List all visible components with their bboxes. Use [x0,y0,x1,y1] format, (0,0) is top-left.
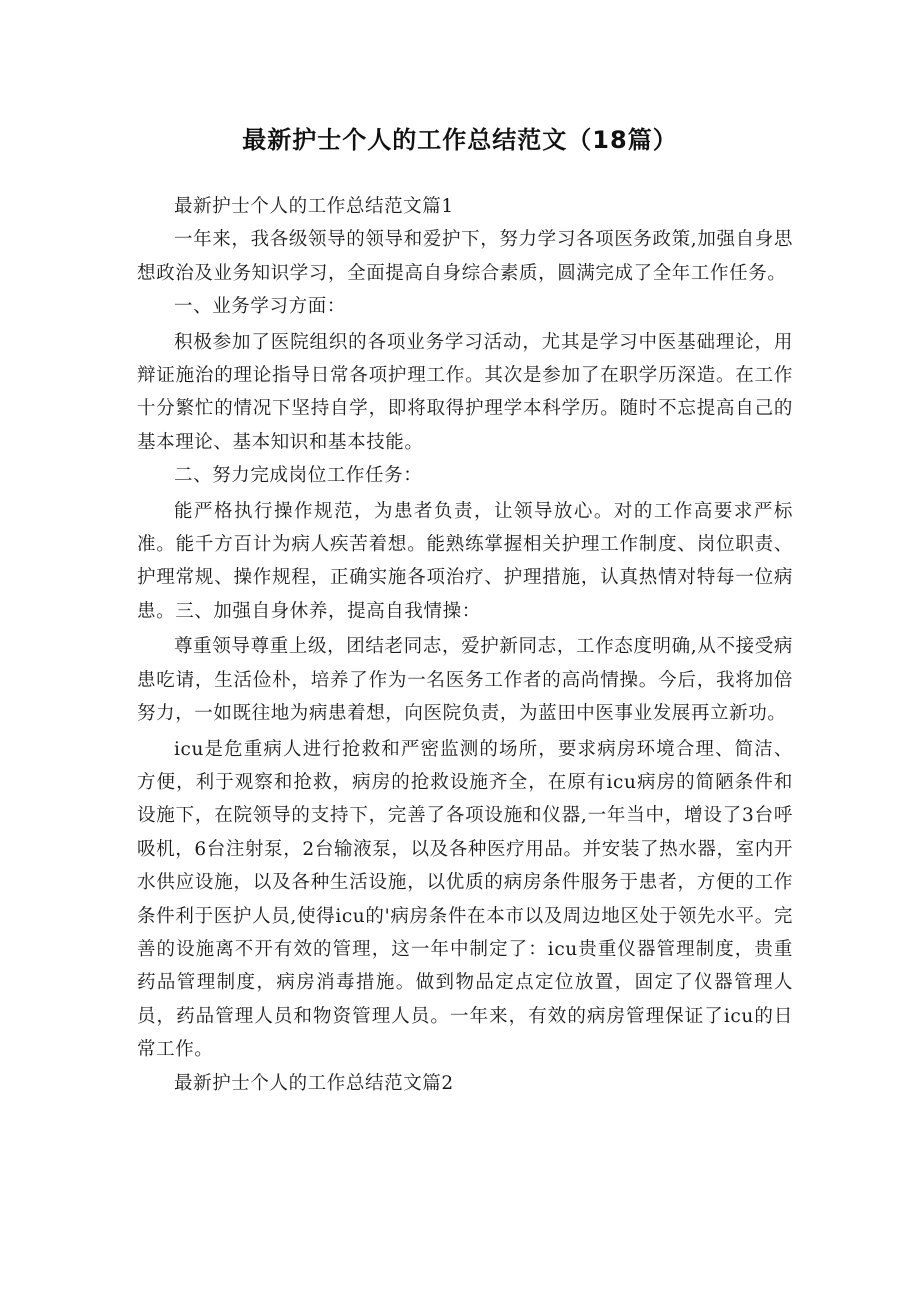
paragraph-icu: icu是危重病人进行抢救和严密监测的场所，要求病房环境合理、简洁、方便，利于观察和抢救，病房的抢救设施齐全，在原有icu病房的简陋条件和设施下，在院领导的支持下，完善了各项设施和仪器,一年当中，增设了3台呼吸机，6台注射泵，2台输液泵，以及各种医疗用品。并安装了热水器，室内开水供应设施，以及各种生活设施，以优质的病房条件服务于患者，方便的工作条件利于医护人员,使得icu的'病房条件在本市以及周边地区处于领先水平。完善的设施离不开有效的管理，这一年中制定了：icu贵重仪器管理制度，贵重药品管理制度，病房消毒措施。做到物品定点定位放置，固定了仪器管理人员，药品管理人员和物资管理人员。一年来，有效的病房管理保证了icu的日常工作。 [137,738,793,1061]
section-heading-2: 最新护士个人的工作总结范文篇2 [174,1072,454,1094]
document-body [137,190,793,1100]
paragraph-intro: 一年来，我各级领导的领导和爱护下，努力学习各项医务政策,加强自身思想政治及业务知识学习，全面提高自身综合素质，圆满完成了全年工作任务。 [137,229,793,284]
document-title: 最新护士个人的工作总结范文（18篇） [242,126,678,154]
paragraph-duties: 能严格执行操作规范，为患者负责，让领导放心。对的工作高要求严标准。能千方百计为病人疾苦着想。能熟练掌握相关护理工作制度、岗位职责、护理常规、操作规程，正确实施各项治疗、护理措施，认真热情对特每一位病患。三、加强自身休养，提高自我情操： [137,500,793,622]
subheading-study: 一、业务学习方面： [174,296,346,318]
section-heading-1: 最新护士个人的工作总结范文篇1 [174,196,454,217]
paragraph-conduct: 尊重领导尊重上级，团结老同志，爱护新同志，工作态度明确,从不接受病患吃请，生活俭朴，培养了作为一名医务工作者的高尚情操。今后，我将加倍努力，一如既往地为病患着想，向医院负责，为蓝田中医事业发展再立新功。 [137,636,793,725]
paragraph-study: 积极参加了医院组织的各项业务学习活动，尤其是学习中医基础理论，用辩证施治的理论指导日常各项护理工作。其次是参加了在职学历深造。在工作十分繁忙的情况下坚持自学，即将取得护理学本科学历。随时不忘提高自己的基本理论、基本知识和基本技能。 [137,331,793,453]
subheading-duties: 二、努力完成岗位工作任务： [174,465,423,487]
